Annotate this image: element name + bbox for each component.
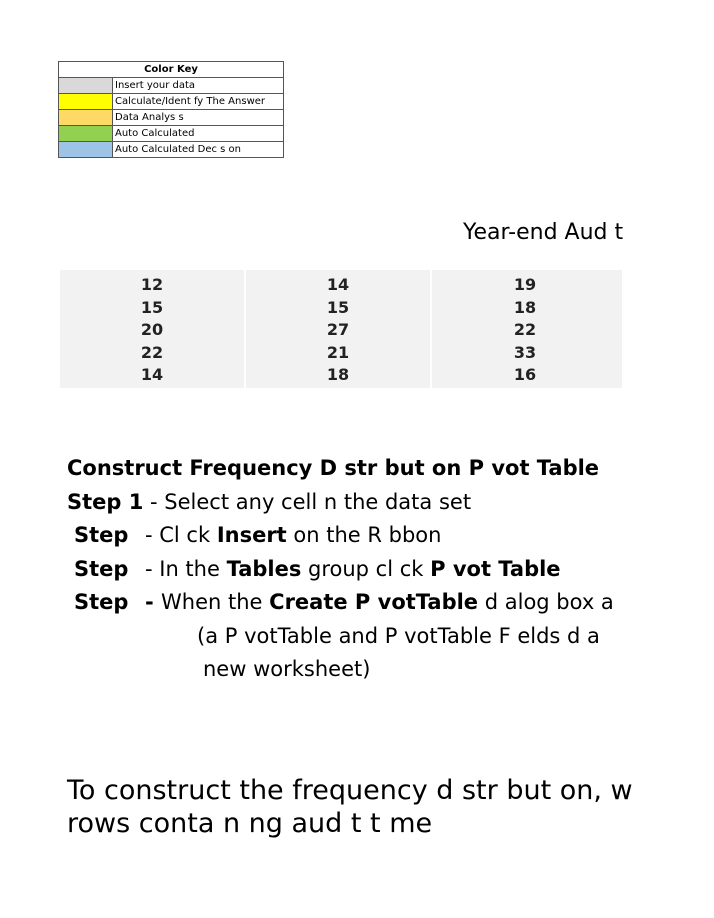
- data-cell[interactable]: 22: [140, 342, 164, 362]
- summary-line-1: To construct the frequency d str but on, w: [67, 775, 633, 806]
- step-2-text: - Cl ck: [145, 523, 217, 547]
- step-4-text-end: d alog box a: [478, 590, 614, 614]
- data-cell[interactable]: 20: [140, 320, 164, 339]
- instructions-block: [67, 452, 614, 687]
- step-1-line: [67, 486, 614, 520]
- step-1-label: Step 1: [67, 489, 144, 514]
- data-cell[interactable]: 14: [140, 365, 164, 384]
- color-key-table: [58, 61, 284, 158]
- data-cell[interactable]: 15: [326, 297, 350, 317]
- page-title: Year-end Aud t: [463, 220, 624, 245]
- summary-line-2: rows conta n ng aud t t me: [67, 808, 433, 839]
- data-cell[interactable]: 18: [326, 365, 350, 384]
- color-swatch-insert: [59, 78, 113, 94]
- color-key-label: Calculate/Ident fy The Answer: [113, 94, 284, 110]
- step-4-text: When the: [161, 590, 270, 614]
- color-key-row: [59, 126, 284, 142]
- step-4-continuation-1: (a P votTable and P votTable F elds d a: [197, 623, 600, 648]
- data-column: [60, 270, 246, 388]
- step-3-bold-pivot: P vot Table: [430, 556, 561, 581]
- color-key-label: Auto Calculated Dec s on: [113, 142, 284, 158]
- data-cell[interactable]: 16: [513, 365, 537, 384]
- step-4-bold: Create P votTable: [269, 590, 479, 614]
- step-2-line: [67, 519, 614, 553]
- step-3-text: - In the: [145, 556, 227, 581]
- data-cell[interactable]: 14: [326, 275, 350, 294]
- step-4-continuation-2: new worksheet): [203, 657, 371, 681]
- color-key-header-row: [59, 62, 284, 78]
- data-cell[interactable]: 15: [140, 297, 164, 317]
- color-key-row: [59, 78, 284, 94]
- color-key-label: Auto Calculated: [113, 126, 284, 142]
- step-2-text-end: on the R bbon: [286, 523, 442, 547]
- data-cell[interactable]: 19: [513, 275, 537, 294]
- step-2-label: Step: [74, 523, 129, 547]
- color-swatch-auto: [59, 126, 113, 142]
- step-3-line: [67, 553, 614, 587]
- instructions-title: Construct Frequency D str but on P vot Table: [67, 456, 600, 480]
- color-key-row: [59, 94, 284, 110]
- color-key-row: [59, 110, 284, 126]
- step-3-text-mid: group cl ck: [301, 556, 431, 581]
- step-1-text: - Select any cell n the data set: [143, 489, 472, 514]
- step-3-bold-tables: Tables: [226, 556, 302, 581]
- data-cell[interactable]: 12: [140, 275, 164, 294]
- color-key-label: Insert your data: [113, 78, 284, 94]
- color-swatch-decision: [59, 142, 113, 158]
- color-key-row: [59, 142, 284, 158]
- step-4-label: Step: [74, 590, 129, 614]
- color-key-title: Color Key: [59, 62, 284, 78]
- step-2-bold: Insert: [216, 523, 287, 547]
- data-cell[interactable]: 27: [326, 320, 350, 339]
- color-swatch-calculate: [59, 94, 113, 110]
- data-cell[interactable]: 22: [513, 320, 537, 339]
- data-column: [432, 270, 618, 388]
- step-3-label: Step: [74, 556, 129, 581]
- data-column: [246, 270, 432, 388]
- summary-paragraph: [67, 774, 633, 840]
- data-cell[interactable]: 18: [513, 297, 537, 317]
- data-cell[interactable]: 21: [326, 342, 350, 362]
- color-swatch-analysis: [59, 110, 113, 126]
- step-4-dash: -: [145, 590, 162, 614]
- data-cell[interactable]: 33: [513, 342, 537, 362]
- step-4-line: [67, 586, 614, 620]
- color-key-label: Data Analys s: [113, 110, 284, 126]
- data-grid: [60, 270, 622, 388]
